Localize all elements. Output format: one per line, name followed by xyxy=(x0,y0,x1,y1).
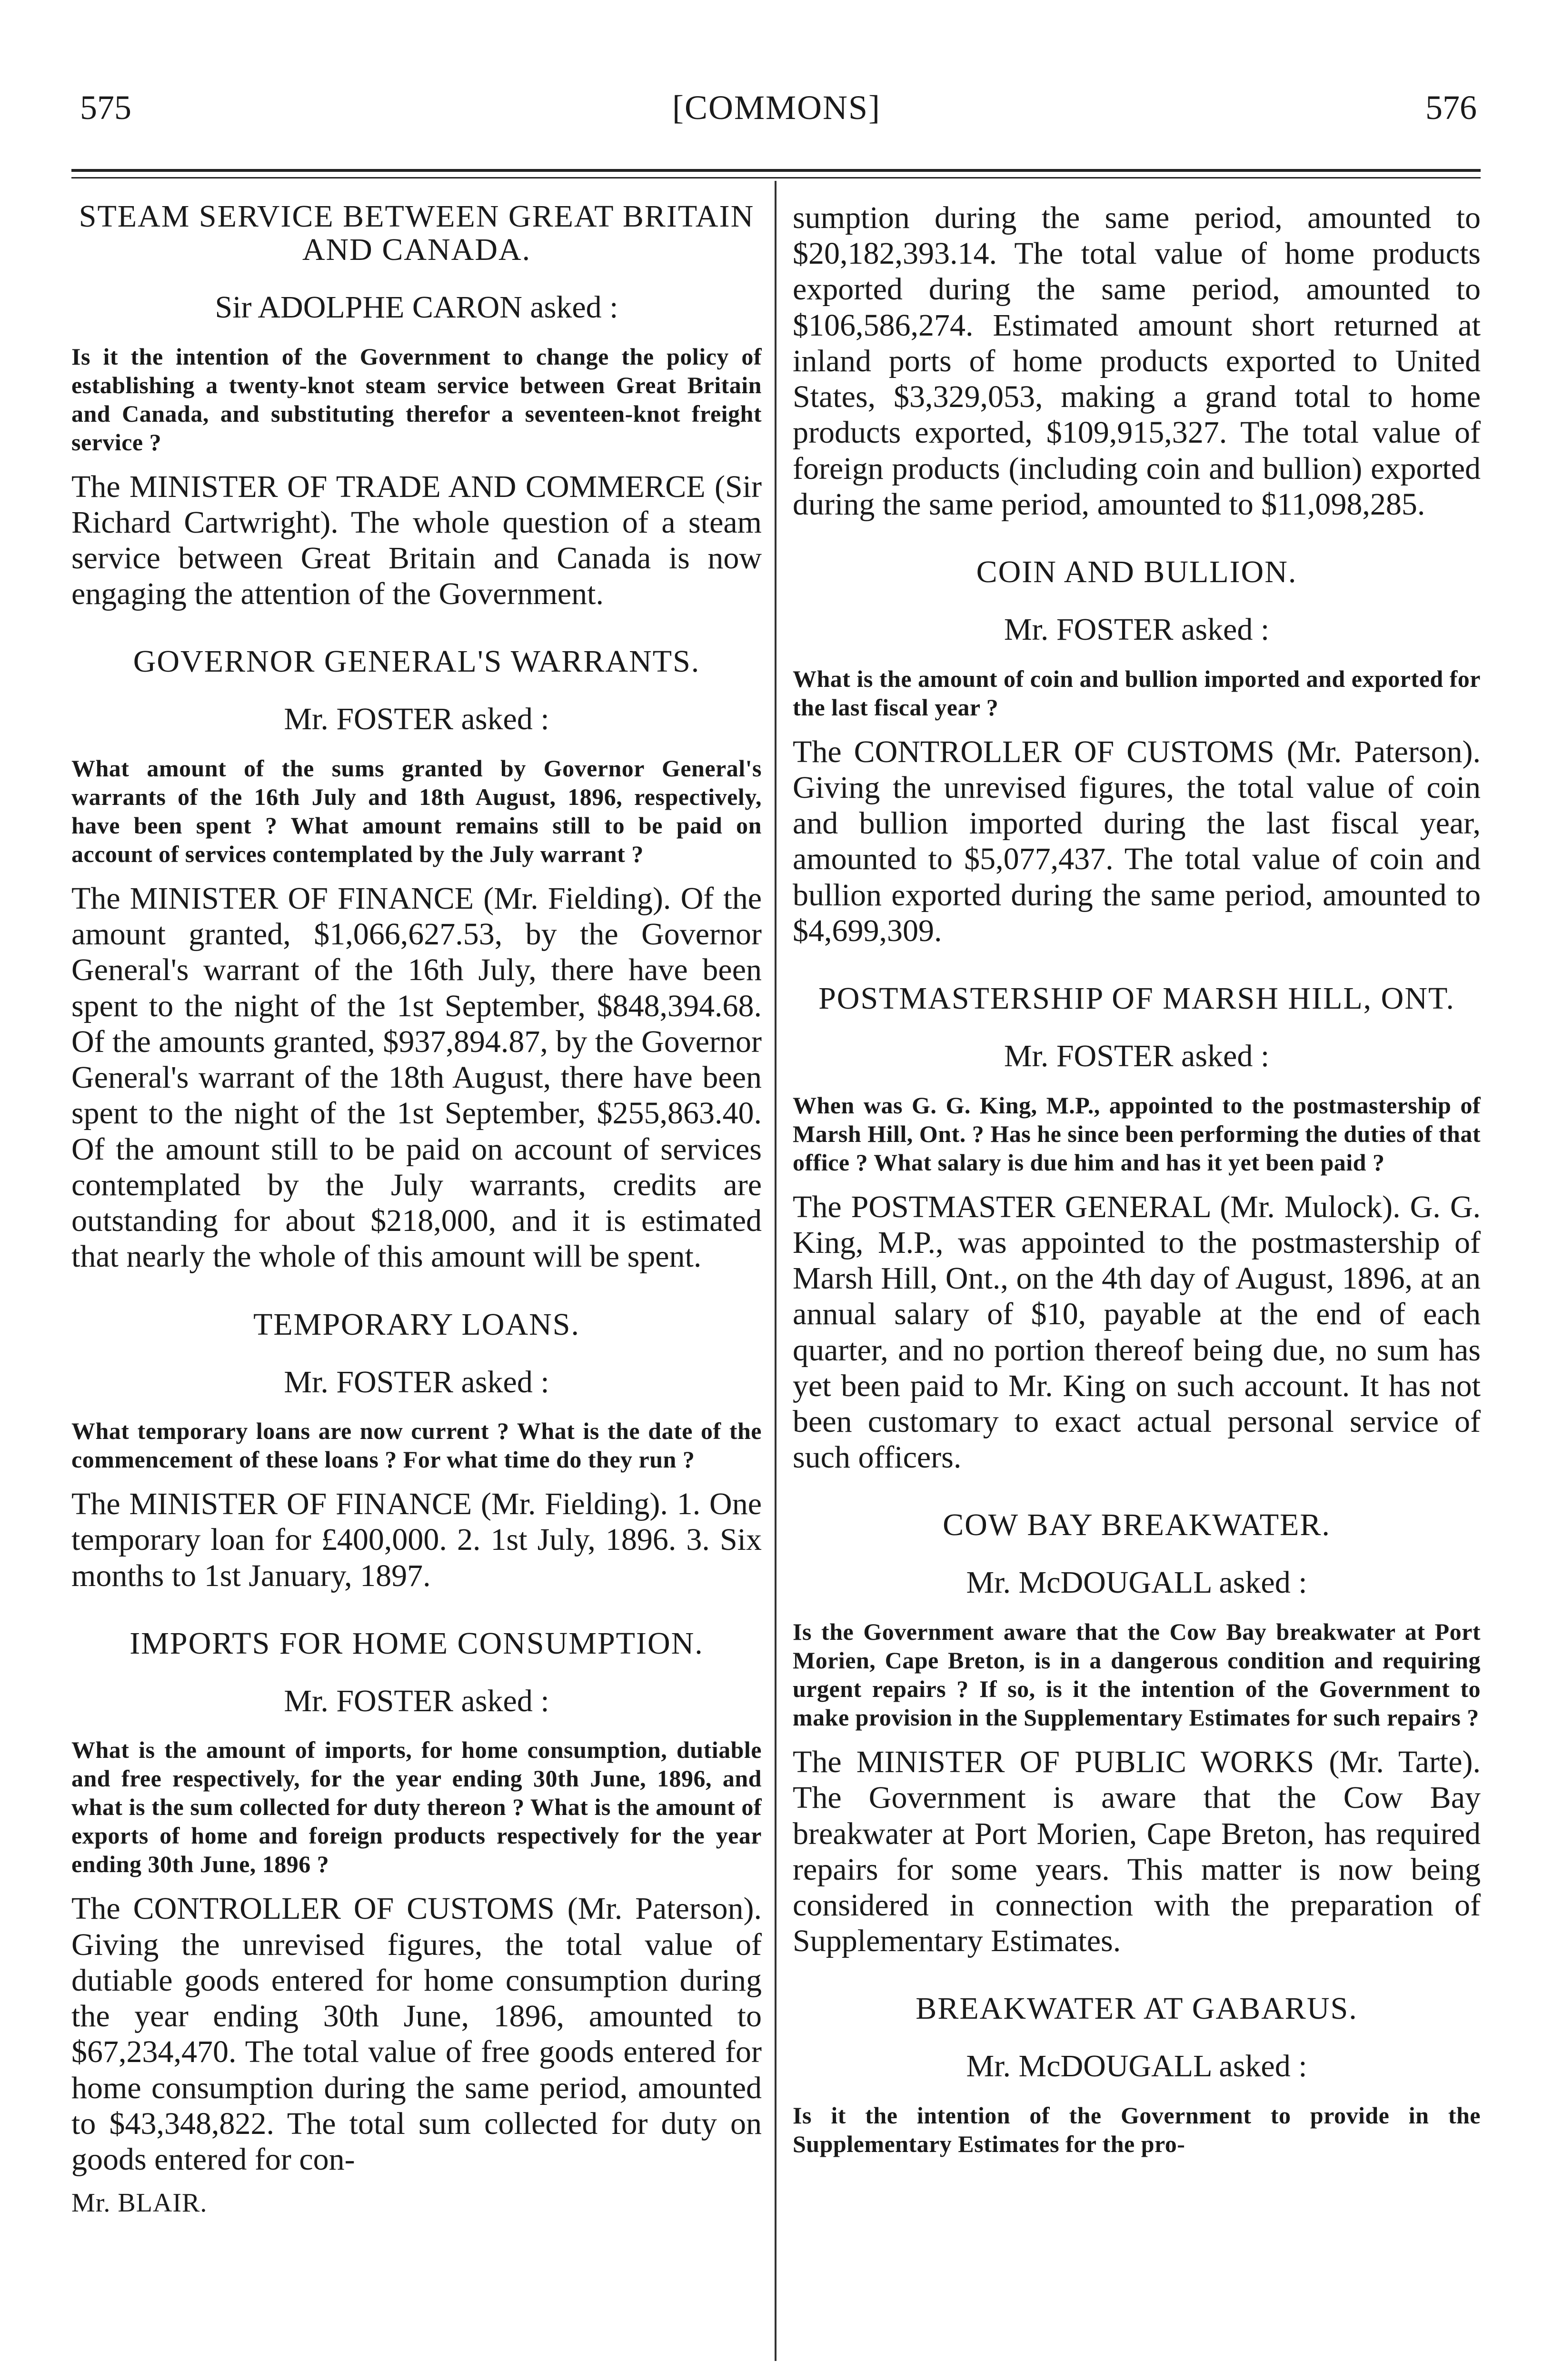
column-divider xyxy=(775,181,776,2361)
question-text: What amount of the sums granted by Governor General's warrants of the 16th July and 18th August, 1896, respectively, have been spent ? What amount remains still to be paid on account of services contemplated by the July warrant ? xyxy=(71,754,762,867)
left-page-number: 575 xyxy=(80,89,131,127)
answer-text: The MINISTER OF TRADE AND COMMERCE (Sir Richard Cartwright). The whole question of a steam service between Great Britain and Canada is now engaging the attention of the Government. xyxy=(71,469,762,612)
right-page-number: 576 xyxy=(1425,89,1477,127)
answer-text: The CONTROLLER OF CUSTOMS (Mr. Paterson). Giving the unrevised figures, the total value of coin and bullion imported during the last fiscal year, amounted to $5,077,437. The total value of coin and bullion exported during the same period, amounted to $4,699,309. xyxy=(793,734,1481,948)
question-text: Is it the intention of the Government to provide in the Supplementary Estimates for the pro- xyxy=(793,2102,1481,2157)
answer-continuation: sumption during the same period, amounted to $20,182,393.14. The total value of home products exported during the same period, amounted to $106,586,274. Estimated amount short returned at inland ports of home products exported to United States, $3,329,053, making a grand total to home products exported, $109,915,327. The total value of foreign products (including coin and bullion) exported during the same period, amounted to $11,098,285. xyxy=(793,200,1481,522)
answer-text: The MINISTER OF PUBLIC WORKS (Mr. Tarte). The Government is aware that the Cow Bay breakwater at Port Morien, Cape Breton, has required repairs for some years. This matter is now being considered in connection with the preparation of Supplementary Estimates. xyxy=(793,1745,1481,1959)
section-postmastership-marsh-hill xyxy=(793,982,1481,1475)
answer-text: The CONTROLLER OF CUSTOMS (Mr. Paterson). Giving the unrevised figures, the total value of dutiable goods entered for home consumption during the year ending 30th June, 1896, amounted to $67,234,470. The total value of free goods entered for home consumption during the same period, amounted to $43,348,822. The total sum collected for duty on goods entered for con- xyxy=(71,1891,762,2177)
section-heading: POSTMASTERSHIP OF MARSH HILL, ONT. xyxy=(818,981,1455,1016)
answer-text: The MINISTER OF FINANCE (Mr. Fielding). Of the amount granted, $1,066,627.53, by the Governor General's warrant of the 16th July, there have been spent to the night of the 1st September, $848,394.68. Of the amounts granted, $937,894.87, by the Governor General's warrant of the 18th August, there have been spent to the night of the 1st September, $255,863.40. Of the amount still to be paid on account of services contemplated by the July warrants, credits are outstanding for about $218,000, and it is estimated that nearly the whole of this amount will be spent. xyxy=(71,881,762,1274)
section-governor-generals-warrants xyxy=(71,645,762,1274)
question-text: What is the amount of imports, for home consumption, dutiable and free respectively, for the year ending 30th June, 1896, and what is the sum collected for duty thereon ? What is the amount of exports of home and foreign products respectively for the year ending 30th June, 1896 ? xyxy=(71,1736,762,1878)
asker-line: Sir ADOLPHE CARON asked : xyxy=(215,289,618,325)
section-heading: GOVERNOR GENERAL'S WARRANTS. xyxy=(133,644,700,679)
asker-line: Mr. FOSTER asked : xyxy=(284,1364,549,1399)
question-text: Is it the intention of the Government to change the policy of establishing a twenty-knot steam service between Great Britain and Canada, and substituting therefor a seventeen-knot freight service ? xyxy=(71,343,762,456)
asker-line: Mr. FOSTER asked : xyxy=(1004,1039,1270,1074)
question-text: What temporary loans are now current ? What is the date of the commencement of these loans ? For what time do they run ? xyxy=(71,1418,762,1473)
header-rule-thin xyxy=(71,177,1481,178)
section-breakwater-gabarus xyxy=(793,1992,1481,2158)
asker-line: Mr. FOSTER asked : xyxy=(284,1683,549,1718)
question-text: Is the Government aware that the Cow Bay breakwater at Port Morien, Cape Breton, is in a dangerous condition and requiring urgent repairs ? If so, is it the intention of the Government to make provision in the Supplementary Estimates for such repairs ? xyxy=(793,1618,1481,1731)
asker-line: Mr. FOSTER asked : xyxy=(1004,612,1270,647)
asker-line: Mr. FOSTER asked : xyxy=(284,702,549,737)
left-column xyxy=(71,200,762,2218)
question-text: When was G. G. King, M.P., appointed to the postmastership of Marsh Hill, Ont. ? Has he since been performing the duties of that office ? What salary is due him and has it yet been paid ? xyxy=(793,1091,1481,1176)
question-text: What is the amount of coin and bullion imported and exported for the last fiscal year ? xyxy=(793,665,1481,721)
section-imports-home-consumption xyxy=(71,1627,762,2177)
section-heading: IMPORTS FOR HOME CONSUMPTION. xyxy=(129,1626,704,1661)
section-heading: STEAM SERVICE BETWEEN GREAT BRITAIN AND CANADA. xyxy=(79,199,755,267)
section-temporary-loans xyxy=(71,1308,762,1594)
section-heading: COW BAY BREAKWATER. xyxy=(943,1507,1331,1543)
section-heading: TEMPORARY LOANS. xyxy=(253,1307,580,1342)
running-head: [COMMONS] xyxy=(672,89,881,127)
section-cow-bay-breakwater xyxy=(793,1508,1481,1959)
right-column xyxy=(793,200,1481,2171)
answer-text: The MINISTER OF FINANCE (Mr. Fielding). 1. One temporary loan for £400,000. 2. 1st July, 1896. 3. Six months to 1st January, 1897. xyxy=(71,1487,762,1593)
section-heading: COIN AND BULLION. xyxy=(976,555,1297,590)
answer-text: The POSTMASTER GENERAL (Mr. Mulock). G. G. King, M.P., was appointed to the postmastership of Marsh Hill, Ont., on the 4th day of August, 1896, at an annual salary of $10, payable at the end of each quarter, and no portion thereof being due, no sum has yet been paid to Mr. King on such account. It has not been customary to exact actual personal service of such officers. xyxy=(793,1189,1481,1475)
asker-line: Mr. McDOUGALL asked : xyxy=(966,1565,1307,1600)
header-rule xyxy=(71,169,1481,172)
section-heading: BREAKWATER AT GABARUS. xyxy=(916,1991,1358,2026)
asker-line: Mr. McDOUGALL asked : xyxy=(966,2049,1307,2084)
signature-mark: Mr. BLAIR. xyxy=(71,2188,208,2218)
section-steam-service xyxy=(71,200,762,612)
section-coin-and-bullion xyxy=(793,555,1481,949)
